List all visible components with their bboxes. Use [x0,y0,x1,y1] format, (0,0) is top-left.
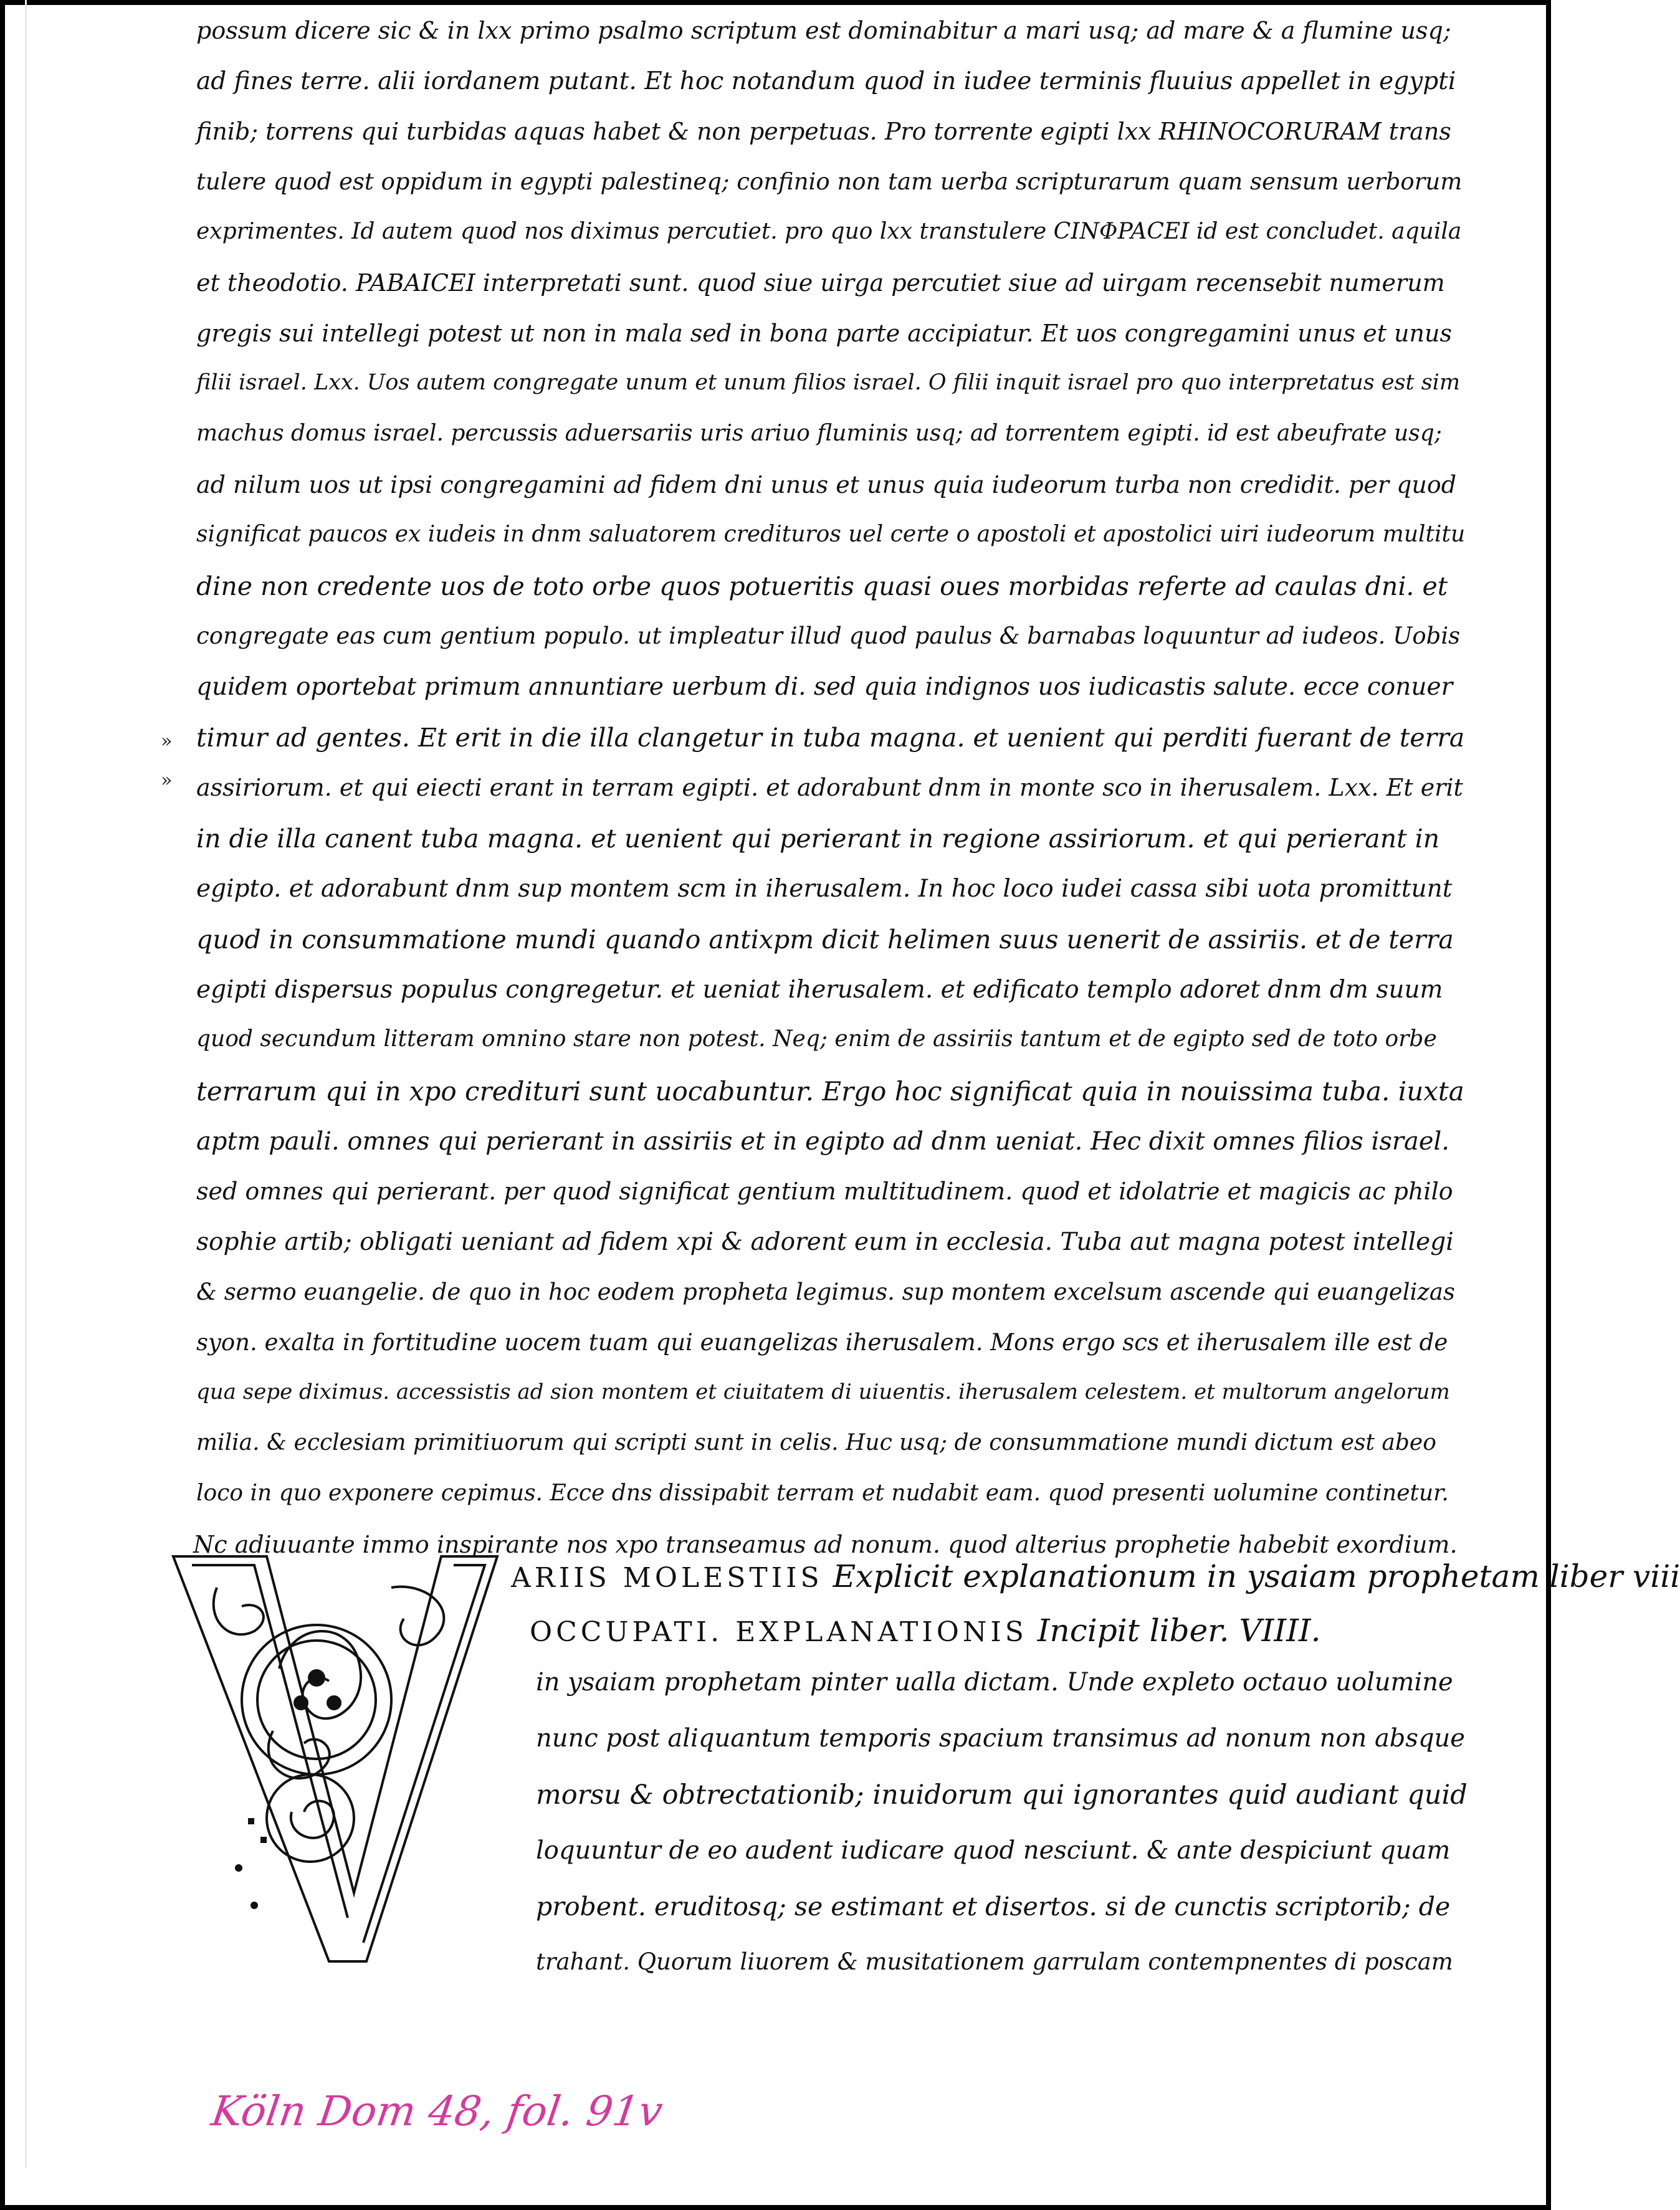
marginal-mark: » [161,769,173,791]
manuscript-line: ad fines terre. alii iordanem putant. Et hoc notandum quod in iudee terminis fluuius appellet in egypti [196,67,1456,95]
rubric-caps: OCCUPATI. EXPLANATIONIS [530,1616,1028,1648]
manuscript-line: ad nilum uos ut ipsi congregamini ad fidem dni unus et unus quia iudeorum turba non credidit. per quod [196,471,1457,498]
page-edge [25,0,27,2168]
manuscript-line: quod secundum litteram omnino stare non potest. Neq; enim de assiriis tantum et de egipto sed de toto orbe [196,1026,1437,1052]
manuscript-line: congregate eas cum gentium populo. ut impleatur illud quod paulus & barnabas loquuntur ad iudeos. Uobis [196,622,1461,649]
manuscript-line: egipti dispersus populus congregetur. et ueniat iherusalem. et edificato templo adoret dnm dm suum [196,976,1443,1004]
manuscript-line: & sermo euangelie. de quo in hoc eodem propheta legimus. sup montem excelsum ascende qui euangelizas [196,1279,1455,1305]
manuscript-line: milia. & ecclesiam primitiuorum qui scripti sunt in celis. Huc usq; de consummatione mundi dictum est abeo [196,1430,1436,1455]
manuscript-line: probent. eruditosq; se estimant et disertos. si de cunctis scriptorib; de [536,1892,1451,1922]
manuscript-line: Nc adiuuante immo inspirante nos xpo transeamus ad nonum. quod alterius prophetie habebit exordium. [193,1531,1458,1558]
manuscript-line: syon. exalta in fortitudine uocem tuam qui euangelizas iherusalem. Mons ergo scs et iherusalem ille est de [196,1329,1448,1356]
rubric-line-2 [530,1612,1321,1649]
rubric-caps: ARIIS MOLESTIIS [511,1562,823,1594]
manuscript-line: aptm pauli. omnes qui perierant in assiriis et in egipto ad dnm ueniat. Hec dixit omnes filios israel. [196,1127,1450,1156]
shelfmark-annotation: Köln Dom 48, fol. 91v [208,2087,666,2135]
manuscript-line: timur ad gentes. Et erit in die illa clangetur in tuba magna. et uenient qui perditi fuerant de terra [196,723,1465,753]
marginal-mark: » [161,730,173,752]
manuscript-line: et theodotio. PABAICEI interpretati sunt. quod siue uirga percutiet siue ad uirgam recensebit numerum [196,269,1445,297]
manuscript-line: egipto. et adorabunt dnm sup montem scm in iherusalem. In hoc loco iudei cassa sibi uota promittunt [196,875,1453,903]
manuscript-line: exprimentes. Id autem quod nos diximus percutiet. pro quo lxx transtulere CINΦPACEI id est concludet. aquila [196,219,1462,244]
manuscript-line: sed omnes qui perierant. per quod significat gentium multitudinem. quod et idolatrie et magicis ac philo [196,1178,1453,1205]
manuscript-line: quod in consummatione mundi quando antixpm dicit helimen suus uenerit de assiriis. et de terra [196,925,1454,955]
manuscript-line: gregis sui intellegi potest ut non in mala sed in bona parte accipiatur. Et uos congregamini unus et unus [196,320,1452,347]
decorated-initial [167,1544,504,1968]
rubric-text: Incipit liber. VIIII. [1037,1612,1321,1649]
manuscript-line: in die illa canent tuba magna. et uenient qui perierant in regione assiriorum. et qui perierant in [196,824,1440,854]
manuscript-line: sophie artib; obligati ueniant ad fidem xpi & adorent eum in ecclesia. Tuba aut magna potest intellegi [196,1228,1454,1256]
manuscript-line: significat paucos ex iudeis in dnm saluatorem credituros uel certe o apostoli et apostolici uiri iudeorum multitu [196,522,1466,547]
manuscript-line: finib; torrens qui turbidas aquas habet & non perpetuas. Pro torrente egipti lxx RHINOCORURAM trans [196,118,1451,145]
manuscript-line: morsu & obtrectationib; inuidorum qui ignorantes quid audiant quid [536,1779,1468,1811]
manuscript-line: loco in quo exponere cepimus. Ecce dns dissipabit terram et nudabit eam. quod presenti uolumine continetur. [196,1480,1449,1506]
manuscript-line: assiriorum. et qui eiecti erant in terram egipti. et adorabunt dnm in monte sco in iherusalem. Lxx. Et erit [196,774,1463,801]
manuscript-line: qua sepe diximus. accessistis ad sion montem et ciuitatem di uiuentis. iherusalem celestem. et multorum angelorum [196,1379,1450,1404]
manuscript-line: loquuntur de eo audent iudicare quod nesciunt. & ante despiciunt quam [536,1836,1451,1865]
rubric-text: Explicit explanationum in ysaiam prophetam liber viii [833,1558,1680,1594]
manuscript-line: tulere quod est oppidum in egypti palestineq; confinio non tam uerba scripturarum quam sensum uerborum [196,168,1463,195]
manuscript-line: filii israel. Lxx. Uos autem congregate unum et unum filios israel. O filii inquit israel pro quo interpretatus est sim [196,370,1461,395]
manuscript-line: in ysaiam prophetam pinter ualla dictam. Unde expleto octauo uolumine [536,1668,1453,1697]
rubric-line-1 [511,1558,1680,1594]
manuscript-line: machus domus israel. percussis aduersariis uris ariuo fluminis usq; ad torrentem egipti. id est abeufrate usq; [196,421,1442,446]
manuscript-line: dine non credente uos de toto orbe quos potueritis quasi oues morbidas referte ad caulas dni. et [196,571,1448,601]
manuscript-line: terrarum qui in xpo credituri sunt uocabuntur. Ergo hoc significat quia in nouissima tuba. iuxta [196,1076,1464,1107]
manuscript-line: trahant. Quorum liuorem & musitationem garrulam contempnentes di poscam [536,1948,1453,1975]
manuscript-line: possum dicere sic & in lxx primo psalmo scriptum est dominabitur a mari usq; ad mare & a flumine usq; [196,17,1451,44]
manuscript-line: nunc post aliquantum temporis spacium transimus ad nonum non absque [536,1724,1465,1753]
manuscript-line: quidem oportebat primum annuntiare uerbum di. sed quia indignos uos iudicastis salute. ecce conuer [196,673,1453,701]
